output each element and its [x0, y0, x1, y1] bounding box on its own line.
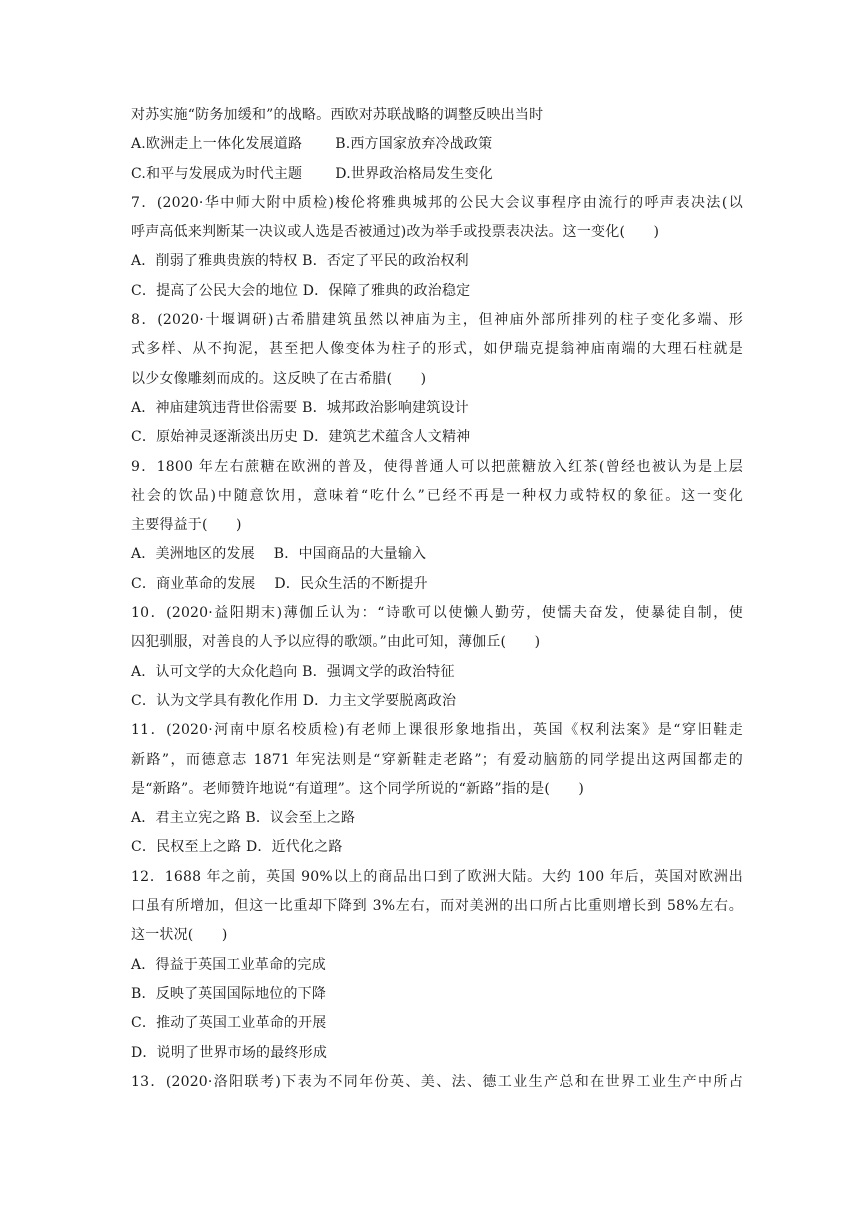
text-line: C．认为文学具有教化作用 D．力主文学要脱离政治 — [131, 692, 457, 709]
text-line: C．商业革命的发展 D．民众生活的不断提升 — [131, 575, 428, 592]
text-line: 10．(2020·益阳期末)薄伽丘认为：“诗歌可以使懒人勤劳，使懦夫奋发，使暴徒自制，使 — [131, 605, 743, 622]
text-line: A.欧洲走上一体化发展道路 B.西方国家放弃冷战政策 — [131, 136, 493, 153]
text-line: 式多样、从不拘泥，甚至把人像变体为柱子的形式，如伊瑞克提翁神庙南端的大理石柱就是 — [131, 341, 743, 358]
document-body — [131, 101, 743, 1097]
text-line: 这一状况( ) — [131, 927, 228, 944]
text-line: 囚犯驯服，对善良的人予以应得的歌颂。”由此可知，薄伽丘( ) — [131, 634, 541, 651]
text-line: C．提高了公民大会的地位 D．保障了雅典的政治稳定 — [131, 282, 471, 299]
text-line: A．削弱了雅典贵族的特权 B．否定了平民的政治权利 — [131, 253, 469, 270]
text-line: C．原始神灵逐渐淡出历史 D．建筑艺术蕴含人文精神 — [131, 429, 471, 446]
text-line: D．说明了世界市场的最终形成 — [131, 1044, 328, 1061]
text-line: 7．(2020·华中师大附中质检)梭伦将雅典城邦的公民大会议事程序由流行的呼声表决法(以 — [131, 194, 743, 211]
text-line: C.和平与发展成为时代主题 D.世界政治格局发生变化 — [131, 165, 493, 182]
text-line: A．得益于英国工业革命的完成 — [131, 956, 326, 973]
text-line: 12．1688 年之前，英国 90%以上的商品出口到了欧洲大陆。大约 100 年后，英国对欧洲出 — [131, 868, 743, 885]
text-line: 8．(2020·十堰调研)古希腊建筑虽然以神庙为主，但神庙外部所排列的柱子变化多端、形 — [131, 312, 743, 329]
text-line: A．美洲地区的发展 B．中国商品的大量输入 — [131, 546, 427, 563]
text-line: A．君主立宪之路 B．议会至上之路 — [131, 810, 356, 827]
text-line: A．神庙建筑违背世俗需要 B．城邦政治影响建筑设计 — [131, 399, 469, 416]
text-line: B．反映了英国国际地位的下降 — [131, 985, 327, 1002]
text-line: 新路”，而德意志 1871 年宪法则是“穿新鞋走老路”；有爱动脑筋的同学提出这两国都走的 — [131, 751, 743, 768]
text-line: 是“新路”。老师赞许地说“有道理”。这个同学所说的“新路”指的是( ) — [131, 780, 585, 797]
text-line: C．民权至上之路 D．近代化之路 — [131, 839, 343, 856]
text-line: 对苏实施“防务加缓和”的战略。西欧对苏联战略的调整反映出当时 — [131, 107, 544, 123]
text-line: C．推动了英国工业革命的开展 — [131, 1015, 327, 1032]
text-line: A．认可文学的大众化趋向 B．强调文学的政治特征 — [131, 663, 455, 680]
text-line: 口虽有所增加，但这一比重却下降到 3%左右，而对美洲的出口所占比重则增长到 58%左右。 — [131, 898, 743, 915]
text-line: 9．1800 年左右蔗糖在欧洲的普及，使得普通人可以把蔗糖放入红茶(曾经也被认为是上层 — [131, 458, 743, 475]
text-line: 呼声高低来判断某一决议或人选是否被通过)改为举手或投票表决法。这一变化( ) — [131, 224, 660, 241]
text-line: 社会的饮品)中随意饮用，意味着“吃什么”已经不再是一种权力或特权的象征。这一变化 — [131, 487, 743, 504]
text-line: 以少女像雕刻而成的。这反映了在古希腊( ) — [131, 370, 427, 387]
text-line: 13．(2020·洛阳联考)下表为不同年份英、美、法、德工业生产总和在世界工业生产中所占 — [131, 1073, 743, 1090]
text-line: 主要得益于( ) — [131, 517, 242, 534]
text-line: 11．(2020·河南中原名校质检)有老师上课很形象地指出，英国《权利法案》是“穿旧鞋走 — [131, 722, 743, 739]
